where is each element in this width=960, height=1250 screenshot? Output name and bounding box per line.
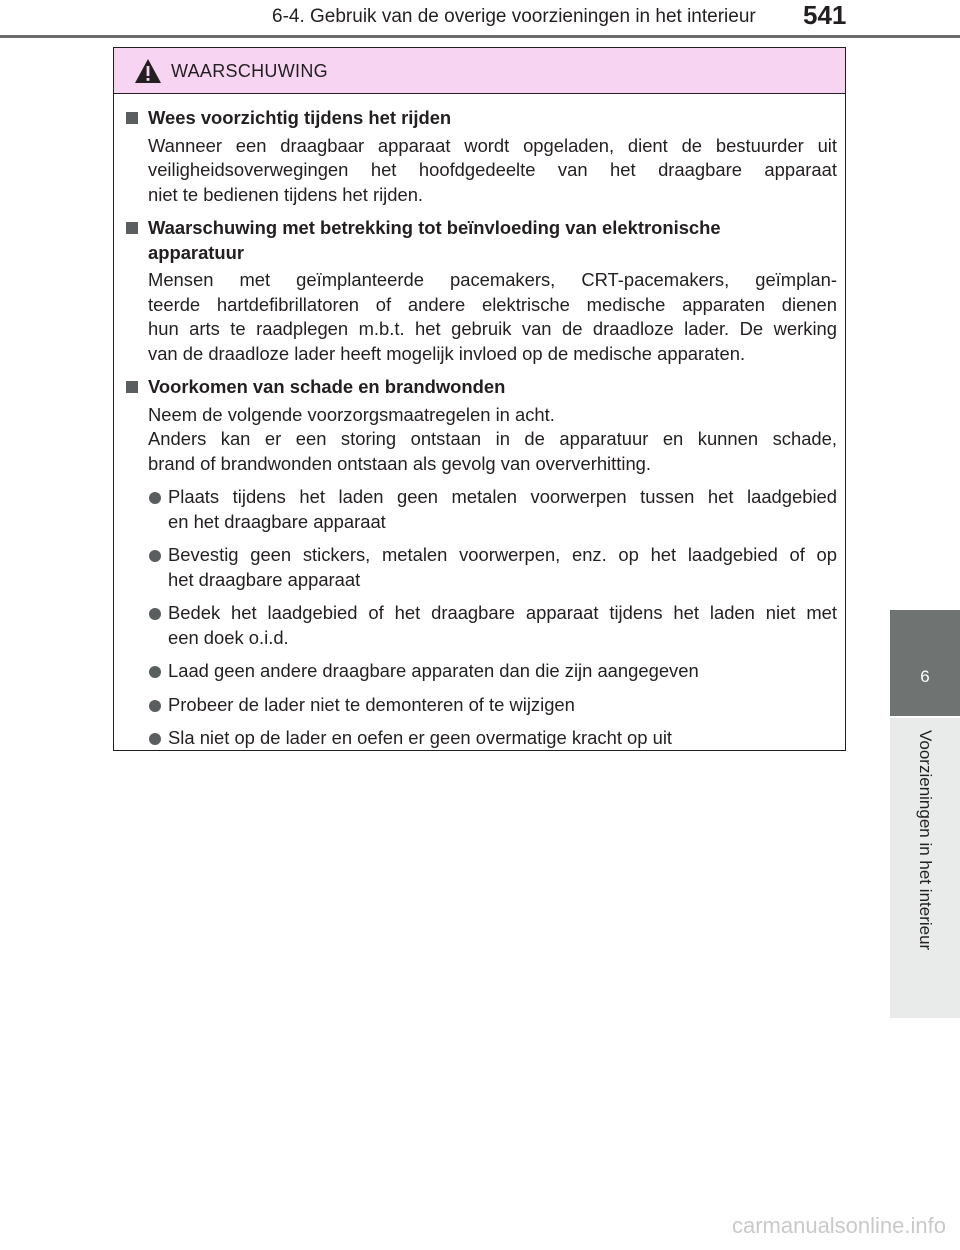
section-heading-text: Voorkomen van schade en brandwonden	[148, 376, 506, 397]
warning-body	[114, 94, 845, 751]
list-item	[124, 659, 837, 684]
header-rule	[0, 35, 960, 38]
section-paragraph	[124, 403, 837, 477]
warning-box	[113, 47, 846, 751]
section-heading	[124, 106, 837, 131]
chapter-number: 6	[920, 667, 930, 686]
paragraph-line: veiligheidsoverwegingen het hoofdgedeelte van het draagbare apparaat	[148, 159, 837, 180]
square-bullet-icon	[126, 381, 138, 393]
section-paragraph	[124, 268, 837, 366]
paragraph-line: van de draadloze lader heeft mogelijk invloed op de medische apparaten.	[148, 342, 746, 364]
warning-header	[114, 48, 845, 94]
section-heading-text: Waarschuwing met betrekking tot beïnvloeding van elektronische	[148, 217, 721, 238]
page-number: 541	[803, 0, 847, 30]
paragraph-line: brand of brandwonden ontstaan als gevolg van oververhitting.	[148, 452, 652, 474]
paragraph-line: teerde hartdefibrillatoren of andere elektrische medische apparaten dienen	[148, 293, 837, 315]
warning-triangle-icon	[134, 58, 162, 84]
paragraph-line: Anders kan er een storing ontstaan in de apparatuur en kunnen schade,	[148, 428, 837, 449]
circle-bullet-icon	[149, 550, 161, 562]
chapter-tab[interactable]	[890, 610, 960, 716]
list-item	[124, 543, 837, 592]
chapter-side-label: Voorzieningen in het interieur	[916, 730, 935, 951]
list-item-line: Laad geen andere draagbare apparaten dan die zijn aangegeven	[168, 660, 699, 681]
section-heading-text: Wees voorzichtig tijdens het rijden	[148, 107, 452, 128]
section-heading-text: apparatuur	[148, 241, 245, 263]
paragraph-line: niet te bedienen tijdens het rijden.	[148, 183, 424, 205]
header-title: 6-4. Gebruik van de overige voorzieningen in het interieur	[272, 6, 756, 27]
list-item-line: Probeer de lader niet te demonteren of te wijzigen	[168, 693, 575, 715]
circle-bullet-icon	[149, 492, 161, 504]
section-paragraph	[124, 134, 837, 208]
chapter-side-label-tab	[890, 718, 960, 1018]
list-item-line: Plaats tijdens het laden geen metalen voorwerpen tussen het laadgebied	[168, 486, 837, 507]
paragraph-line: hun arts te raadplegen m.b.t. het gebruik van de draadloze lader. De werking	[148, 318, 837, 339]
list-item	[124, 693, 837, 718]
list-item	[124, 601, 837, 650]
footer-watermark: carmanualsonline.info	[731, 1213, 946, 1238]
circle-bullet-icon	[149, 666, 161, 678]
square-bullet-icon	[126, 112, 138, 124]
list-item-line: het draagbare apparaat	[168, 568, 361, 590]
list-item	[124, 485, 837, 534]
list-item-line: Sla niet op de lader en oefen er geen overmatige kracht op uit	[168, 727, 673, 748]
list-item-line: en het draagbare apparaat	[168, 510, 386, 532]
list-item-line: Bevestig geen stickers, metalen voorwerpen, enz. op het laadgebied of op	[168, 544, 837, 565]
paragraph-line: Wanneer een draagbaar apparaat wordt opgeladen, dient de bestuurder uit	[148, 134, 837, 156]
list-item-line: Bedek het laadgebied of het draagbare apparaat tijdens het laden niet met	[168, 602, 837, 623]
section-heading	[124, 375, 837, 400]
list-item-line: een doek o.i.d.	[168, 626, 289, 648]
section-heading	[124, 216, 837, 265]
square-bullet-icon	[126, 222, 138, 234]
paragraph-line: Neem de volgende voorzorgsmaatregelen in acht.	[148, 403, 555, 425]
circle-bullet-icon	[149, 733, 161, 745]
circle-bullet-icon	[149, 608, 161, 620]
warning-title: WAARSCHUWING	[171, 61, 328, 81]
paragraph-line: Mensen met geïmplanteerde pacemakers, CRT-pacemakers, geïmplan-	[148, 269, 837, 290]
list-item	[124, 726, 837, 751]
circle-bullet-icon	[149, 700, 161, 712]
